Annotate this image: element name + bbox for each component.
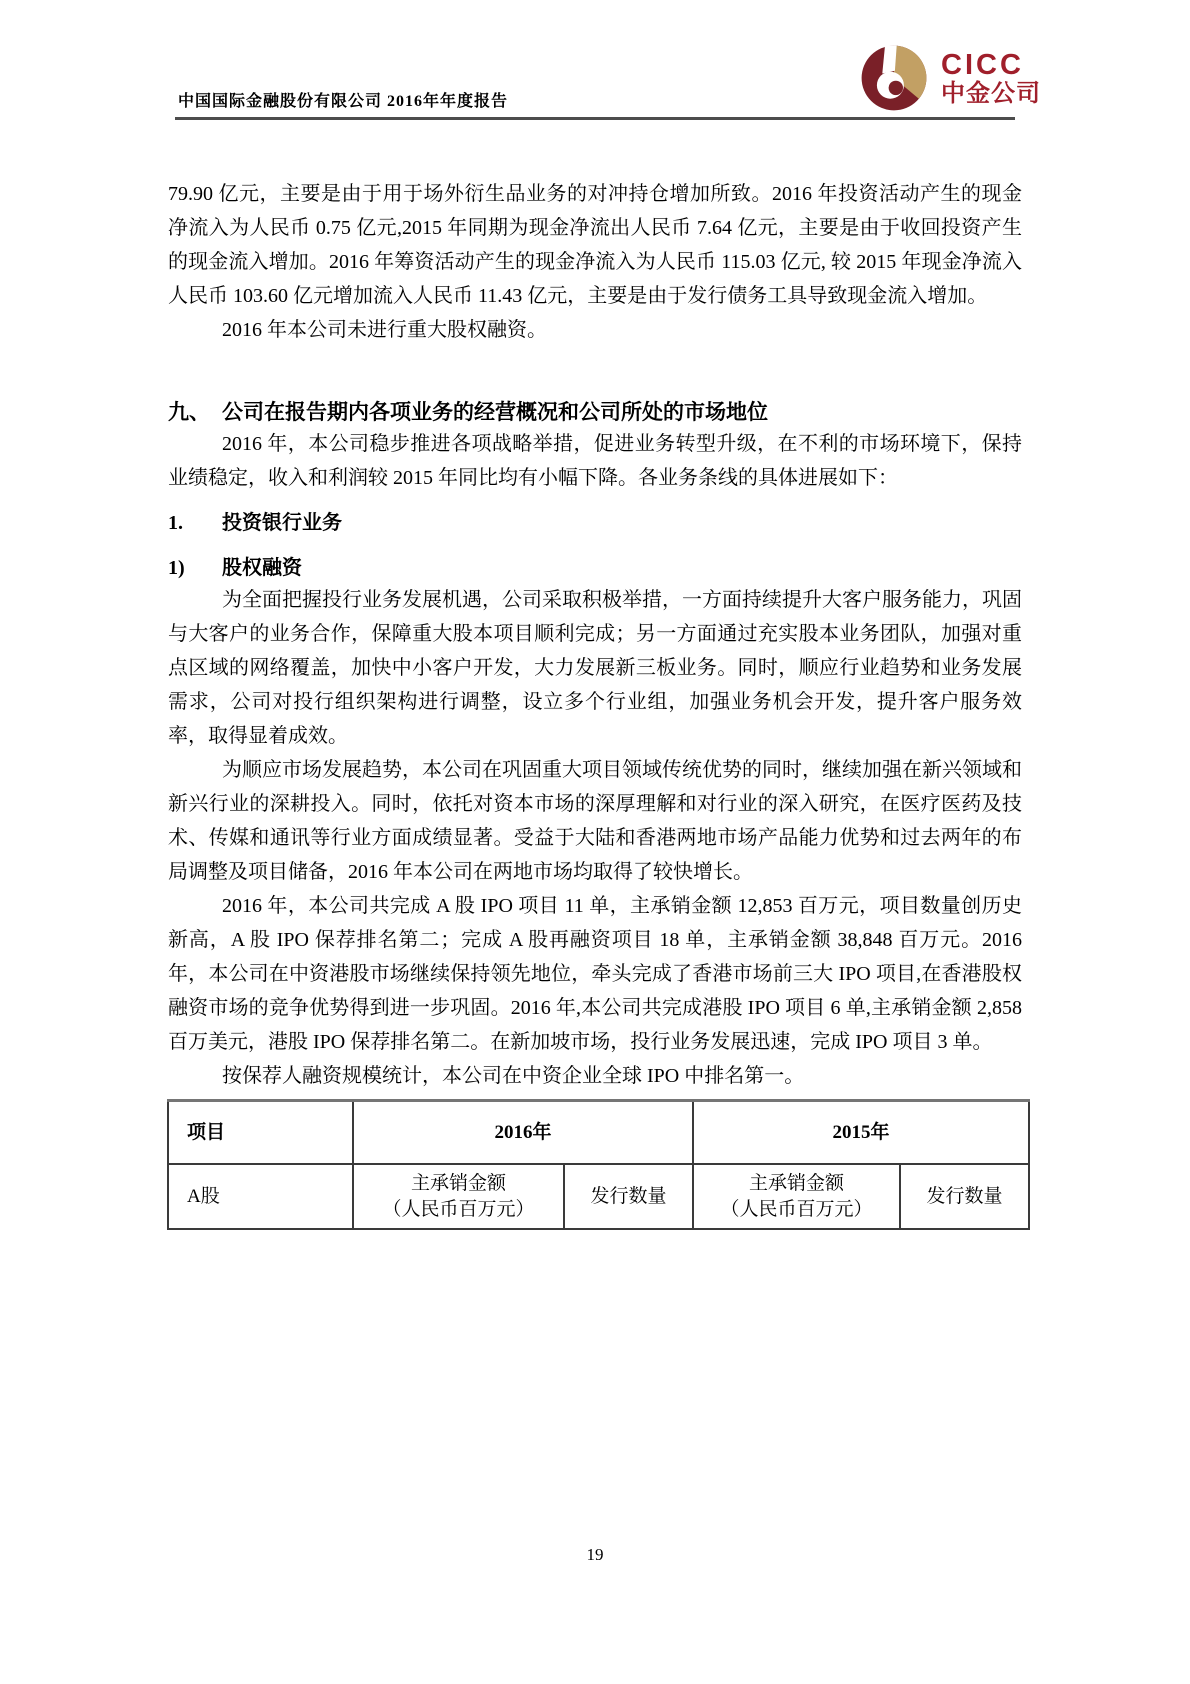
underwriting-amount-label-2015: 主承销金额 <box>749 1172 845 1194</box>
paragraph-ipo-results: 2016 年，本公司共完成 A 股 IPO 项目 11 单，主承销金额 12,853 百万元，项目数量创历史新高，A 股 IPO 保荐排名第二；完成 A 股再融资项目 18 单，主承销金额 38,848 百万元。2016 年，本公司在中资港股市场继续保持领先地位，牵头完成了香港市场前三大 IPO 项目,在香港股权融资市场的竞争优势得到进一步巩固。2016 年,本公司共完成港股 IPO 项目 6 单,主承销金额 2,858 百万美元，港股 IPO 保荐排名第二。在新加坡市场，投行业务发展迅速，完成 IPO 项目 3 单。 <box>168 895 1022 1053</box>
underwriting-amount-unit-2016: （人民币百万元） <box>382 1198 535 1220</box>
page-number: 19 <box>586 1545 604 1564</box>
underwriting-amount-label-2016: 主承销金额 <box>410 1172 506 1194</box>
table-header-item: 项目 <box>168 1101 353 1165</box>
cicc-logo-acronym: CICC <box>941 48 1024 81</box>
paragraph-market-trend: 为顺应市场发展趋势，本公司在巩固重大项目领域传统优势的同时，继续加强在新兴领域和新兴行业的深耕投入。同时，依托对资本市场的深厚理解和对行业的深入研究，在医疗医药及技术、传媒和通讯等行业方面成绩显著。受益于大陆和香港两地市场产品能力优势和过去两年的布局调整及项目储备，2016 年本公司在两地市场均取得了较快增长。 <box>168 759 1022 883</box>
paragraph-global-ipo-ranking: 按保荐人融资规模统计，本公司在中资企业全球 IPO 中排名第一。 <box>222 1065 805 1087</box>
main-content <box>168 177 1022 1230</box>
table-cell-issue-count-2016: 发行数量 <box>564 1164 693 1229</box>
table-cell-a-share-label: A股 <box>168 1164 353 1229</box>
paragraph-no-major-equity-financing: 2016 年本公司未进行重大股权融资。 <box>222 319 547 341</box>
table-cell-issue-count-2015: 发行数量 <box>900 1164 1029 1229</box>
paragraph-overview-2016: 2016 年，本公司稳步推进各项战略举措，促进业务转型升级，在不利的市场环境下，保持业绩稳定，收入和利润较 2015 年同比均有小幅下降。各业务条线的具体进展如下： <box>168 433 1022 489</box>
document-header-title: 中国国际金融股份有限公司 2016年年度报告 <box>178 93 509 110</box>
paragraph-cashflow: 79.90 亿元，主要是由于用于场外衍生品业务的对冲持仓增加所致。2016 年投资活动产生的现金净流入为人民币 0.75 亿元,2015 年同期为现金净流出人民币 7.64 亿元，主要是由于收回投资产生的现金流入增加。2016 年筹资活动产生的现金净流入为人民币 115.03 亿元, 较 2015 年现金净流入人民币 103.60 亿元增加流入人民币 11.43 亿元，主要是由于发行债务工具导致现金流入增加。 <box>168 183 1022 307</box>
section-heading-9 <box>168 397 1022 427</box>
table-header-2015: 2015年 <box>693 1101 1029 1165</box>
table-header-2016: 2016年 <box>353 1101 693 1165</box>
header-divider <box>175 117 1015 120</box>
cicc-logo-company-name: 中金公司 <box>941 80 1041 107</box>
subsection-heading-investment-banking <box>168 508 1022 538</box>
ipo-statistics-table <box>167 1099 1030 1230</box>
table-cell-underwriting-amount-2016 <box>353 1164 564 1229</box>
subsection-heading-number: 1. <box>168 512 183 534</box>
subsection2-heading-number: 1) <box>168 557 185 579</box>
cicc-logo-icon <box>858 42 930 114</box>
section-heading-number: 九、 <box>168 400 210 424</box>
paragraph-ib-strategy: 为全面把握投行业务发展机遇，公司采取积极举措，一方面持续提升大客户服务能力，巩固与大客户的业务合作，保障重大股本项目顺利完成；另一方面通过充实股本业务团队，加强对重点区域的网络覆盖，加快中小客户开发，大力发展新三板业务。同时，顺应行业趋势和业务发展需求，公司对投行组织架构进行调整，设立多个行业组，加强业务机会开发，提升客户服务效率，取得显着成效。 <box>168 589 1022 747</box>
section-heading-title: 公司在报告期内各项业务的经营概况和公司所处的市场地位 <box>222 400 768 424</box>
table-header-row <box>168 1101 1029 1165</box>
subsection-heading-equity-financing <box>168 553 1022 583</box>
cicc-logo-text <box>941 48 1041 107</box>
subsection-heading-title: 投资银行业务 <box>222 512 342 534</box>
table-row-a-share <box>168 1164 1029 1229</box>
table-cell-underwriting-amount-2015 <box>693 1164 900 1229</box>
underwriting-amount-unit-2015: （人民币百万元） <box>720 1198 873 1220</box>
subsection2-heading-title: 股权融资 <box>222 557 302 579</box>
cicc-logo <box>858 42 1041 114</box>
